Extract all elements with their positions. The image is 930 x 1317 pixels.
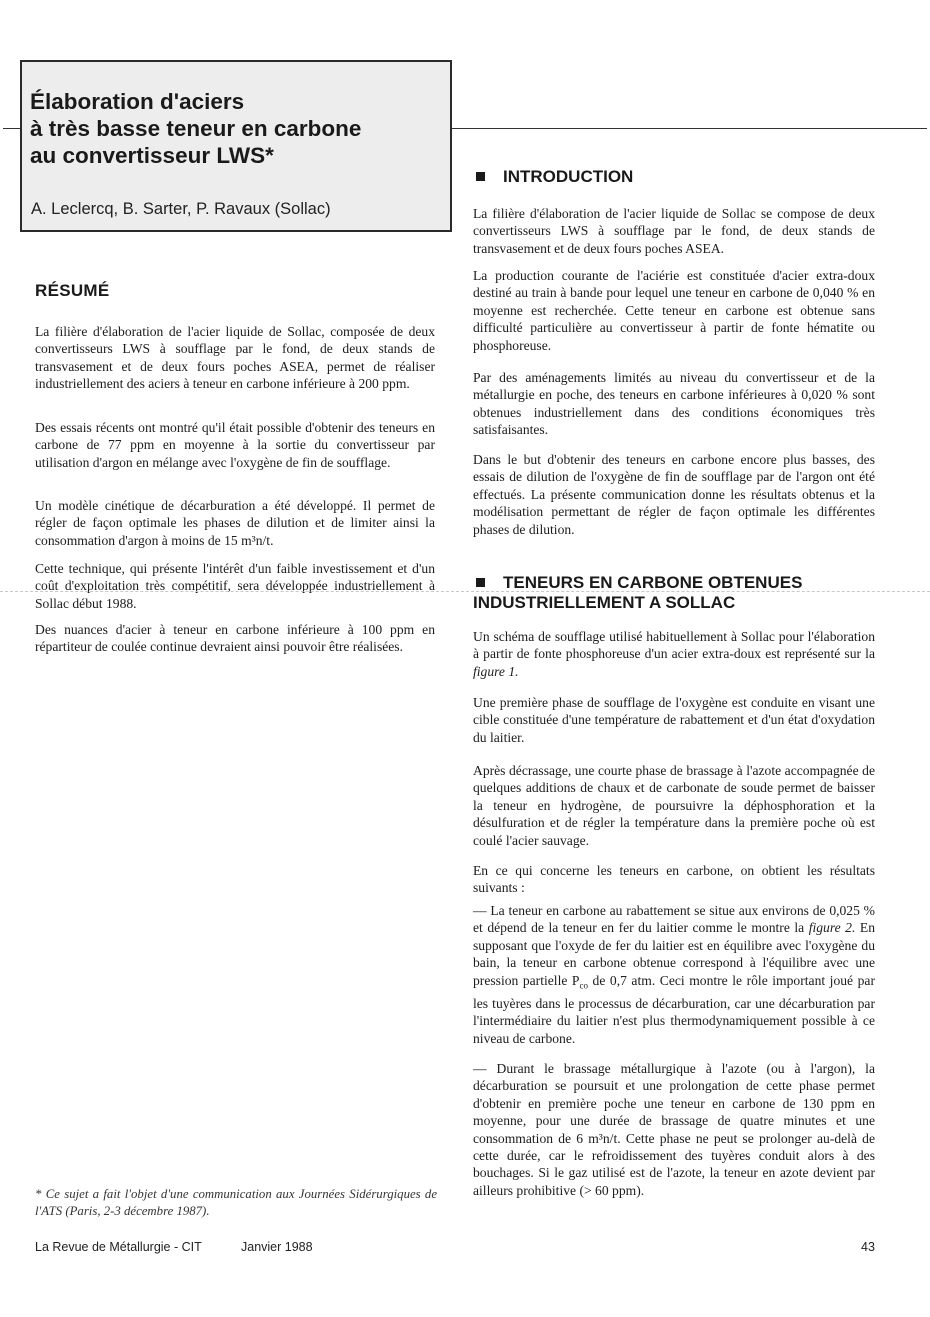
article-title (30, 88, 361, 169)
intro-paragraph-3: Par des aménagements limités au niveau du convertisseur et de la métallurgie en poche, des teneurs en carbone inférieures à 0,020 % sont obtenues industriellement dans des conditions économiques très satisfaisantes. (473, 370, 875, 438)
title-rule-left (3, 128, 20, 129)
introduction-heading-text: INTRODUCTION (503, 167, 634, 186)
teneurs-paragraph-4: En ce qui concerne les teneurs en carbone, on obtient les résultats suivants : (473, 863, 875, 896)
resume-paragraph-4: Cette technique, qui présente l'intérêt d'un faible investissement et d'un coût d'exploitation très compétitif, sera développée industriellement à Sollac début 1988. (35, 561, 435, 611)
teneurs-p1-text: Un schéma de soufflage utilisé habituellement à Sollac pour l'élaboration à partir de fonte phosphoreuse d'un acier extra-doux est représenté sur la (473, 629, 875, 662)
item1-text-c: de 0,7 atm. Ceci montre le rôle important joué par les tuyères dans le processus de décarburation, car une décarburation par l'intermédiaire du laitier n'est plus thermodynamiquement possible à ce niveau de carbone. (473, 972, 875, 1046)
title-box (20, 60, 452, 232)
journal-name: La Revue de Métallurgie - CIT (35, 1240, 202, 1254)
teneurs-paragraph-2: Une première phase de soufflage de l'oxygène est conduite en visant une cible constituée d'une température de rabattement et d'un état d'oxydation du laitier. (473, 695, 875, 745)
title-line-1: Élaboration d'aciers (30, 89, 245, 114)
page-number: 43 (861, 1240, 875, 1254)
intro-paragraph-2: La production courante de l'aciérie est constituée d'acier extra-doux destiné au train à bande pour lequel une teneur en carbone de 0,040 % en moyenne est recherchée. Cette teneur en carbone est obtenue sans difficulté particulière au convertisseur à partir de fonte hématite ou phosphoreuse. (473, 268, 875, 353)
title-rule-right (452, 128, 927, 129)
teneurs-list-item-1 (473, 902, 875, 1047)
title-line-3: au convertisseur LWS* (30, 143, 274, 168)
figure-1-reference: figure 1. (473, 663, 519, 679)
issue-date: Janvier 1988 (241, 1240, 313, 1254)
section-bullet-icon (476, 578, 485, 587)
resume-paragraph-1: La filière d'élaboration de l'acier liquide de Sollac, composée de deux convertisseurs LWS à soufflage par le fond, de deux stands de transvasement et de deux fours poches ASEA, permet de réaliser industriellement des aciers à teneur en carbone inférieure à 200 ppm. (35, 324, 435, 392)
resume-paragraph-3: Un modèle cinétique de décarburation a été développé. Il permet de régler de façon optimale les phases de dilution et de limiter ainsi la consommation d'argon à moins de 15 m³n/t. (35, 498, 435, 548)
teneurs-heading-line-2: INDUSTRIELLEMENT A SOLLAC (473, 593, 736, 612)
teneurs-heading (473, 573, 802, 613)
teneurs-paragraph-3: Après décrassage, une courte phase de brassage à l'azote accompagnée de quelques additions de chaux et de carbonate de soude permet de baisser la teneur en hydrogène, de poursuivre la déphosphoration et la désulfuration et de régler la température dans la première poche où est coulé l'acier sauvage. (473, 763, 875, 848)
intro-paragraph-4: Dans le but d'obtenir des teneurs en carbone encore plus basses, des essais de dilution de l'oxygène de fin de soufflage par de l'argon ont été effectués. La présente communication donne les résultats obtenus et la modélisation permettant de régler de façon optimale les différentes phases de dilution. (473, 452, 875, 537)
footnote: * Ce sujet a fait l'objet d'une communication aux Journées Sidérurgiques de l'ATS (Paris, 2-3 décembre 1987). (35, 1187, 437, 1218)
intro-paragraph-1: La filière d'élaboration de l'acier liquide de Sollac se compose de deux convertisseurs LWS à soufflage par le fond, de deux stands de transvasement et de deux fours poches ASEA. (473, 206, 875, 256)
pco-subscript: co (579, 980, 588, 991)
figure-2-reference: figure 2. (808, 920, 856, 936)
teneurs-list-item-2: — Durant le brassage métallurgique à l'azote (ou à l'argon), la décarburation se poursuit et une prolongation de cette phase permet d'obtenir en première poche une teneur en carbone de 130 ppm en moyenne, pour une durée de brassage de quatre minutes et une consommation de 6 m³n/t. Cette phase ne peut se prolonger au-delà de cette durée, car le refroidissement des tuyères conduit alors à des bouchages. Si le gaz utilisé est de l'azote, la teneur en azote devient par ailleurs prohibitive (> 60 ppm). (473, 1061, 875, 1198)
title-line-2: à très basse teneur en carbone (30, 116, 362, 141)
article-authors: A. Leclercq, B. Sarter, P. Ravaux (Sollac) (31, 200, 331, 218)
section-bullet-icon (476, 172, 485, 181)
item1-text-b: En supposant que l'oxyde de fer du laitier est en équilibre avec l'oxygène du bain, la teneur en carbone obtenue correspond à l'équilibre avec une pression partielle P (473, 920, 876, 988)
teneurs-heading-line-1: TENEURS EN CARBONE OBTENUES (503, 573, 803, 592)
resume-heading: RÉSUMÉ (35, 281, 110, 300)
teneurs-paragraph-1 (473, 628, 875, 680)
resume-paragraph-5: Des nuances d'acier à teneur en carbone inférieure à 100 ppm en répartiteur de coulée continue devraient ainsi pouvoir être réalisées. (35, 622, 435, 655)
item1-text-a: — La teneur en carbone au rabattement se situe aux environs de 0,025 % et dépend de la teneur en fer du laitier comme le montre la (473, 903, 875, 936)
introduction-heading (473, 167, 633, 187)
resume-paragraph-2: Des essais récents ont montré qu'il était possible d'obtenir des teneurs en carbone de 77 ppm en moyenne à la sortie du convertisseur par utilisation d'argon en mélange avec l'oxygène de fin de soufflage. (35, 420, 435, 470)
